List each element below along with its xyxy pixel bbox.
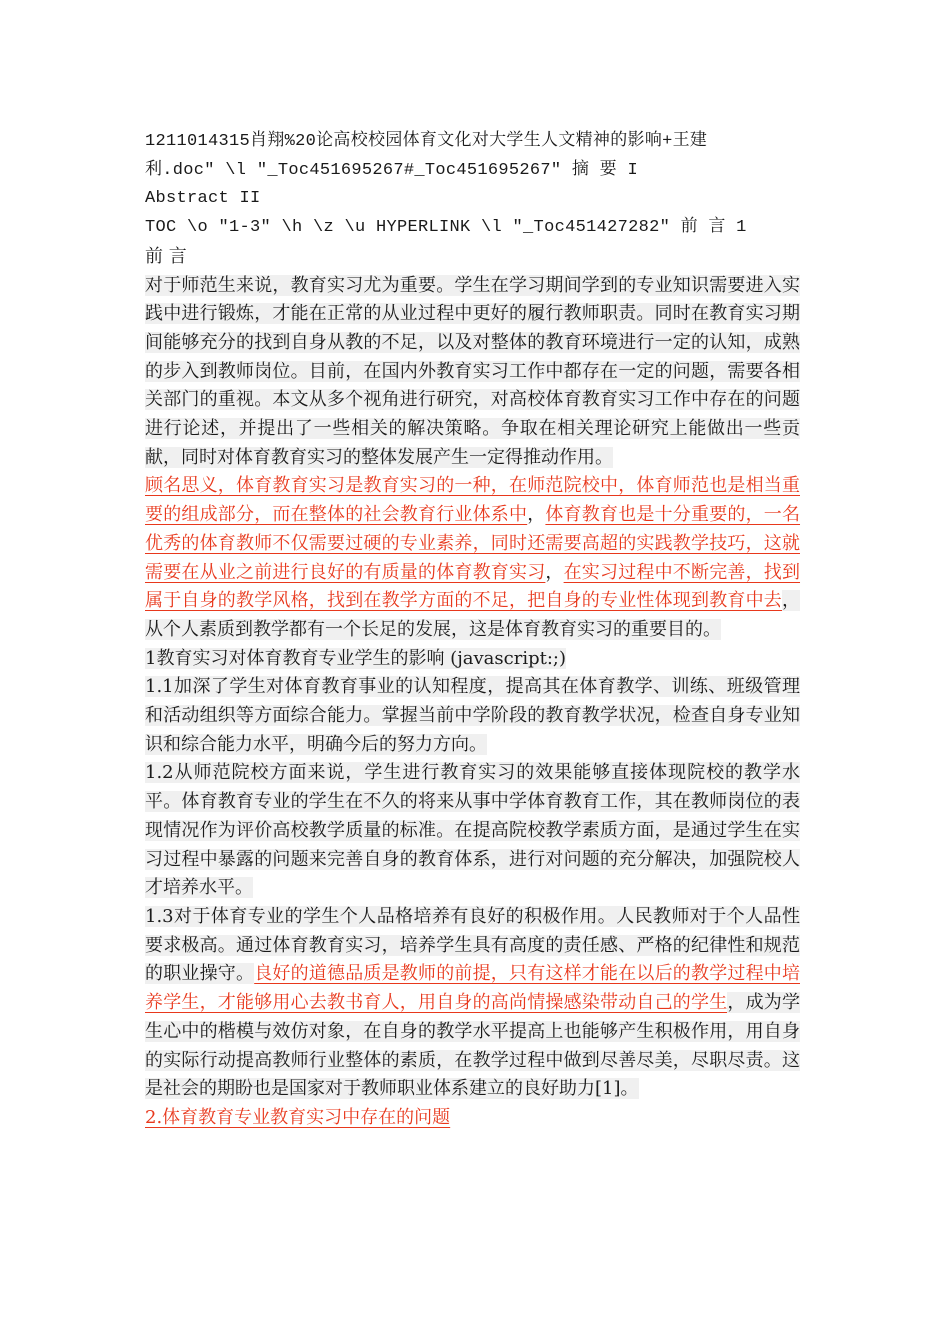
section-1-3-tail: ，成为学生心中的楷模与效仿对象，在自身的教学水平提高上也能够产生积极作用，用自身的实际行动提高教师行业整体的素质，在教学过程中做到尽善尽美，尽职尽责。这是社会的期盼也是国家对于教师职业体系建立的良好助力[1]。: [145, 992, 801, 1100]
preface-paragraph-text: 对于师范生来说，教育实习尤为重要。学生在学习期间学到的专业知识需要进入实践中进行锻炼，才能在正常的从业过程中更好的履行教师职责。同时在教育实习期间能够充分的找到自身从教的不足，以及对整体的教育环境进行一定的认知，成熟的步入到教师岗位。目前，在国内外教育实习工作中都存在一定的问题，需要各相关部门的重视。本文从多个视角进行研究，对高校体育教育实习工作中存在的问题进行论述，并提出了一些相关的解决策略。争取在相关理论研究上能做出一些贡献，同时对体育教育实习的整体发展产生一定得推动作用。: [145, 274, 800, 468]
purpose-paragraph: [145, 472, 800, 644]
separator-2: ，: [545, 561, 564, 583]
underlined-text-1: 顾名思义，体育教育实习是教育实习的一种，在师范院校中，体育师范也是相当重要的组成部分，而在整体的社会教育行业体系中: [145, 475, 800, 526]
separator-1: ，: [527, 504, 546, 526]
section-1-3-head: 1.3对于体育专业的学生个人品格培养有良好的积极作用。人民教师对于个人品性要求极高。通过体育教育实习，培养学生具有高度的责任感、严格的纪律性和规范的职业操守。: [145, 905, 800, 985]
section-1-2-paragraph: [145, 759, 800, 903]
section-1-1-paragraph: [145, 673, 800, 759]
section-1-2-text: 1.2从师范院校方面来说，学生进行教育实习的效果能够直接体现院校的教学水平。体育教育专业的学生在不久的将来从事中学体育教育工作，其在教师岗位的表现情况作为评价高校教学质量的标准。在提高院校教学素质方面，是通过学生在实习过程中暴露的问题来完善自身的教育体系，进行对问题的充分解决，加强院校人才培养水平。: [145, 762, 800, 899]
toc-line-2: 利.doc" \l "_Toc451695267#_Toc451695267" 摘 要 I: [145, 160, 638, 180]
section-2-heading-link[interactable]: 2.体育教育专业教育实习中存在的问题: [145, 1106, 451, 1128]
preface-paragraph: [145, 272, 800, 473]
toc-line-1: 1211014315肖翔%20论高校校园体育文化对大学生人文精神的影响+王建: [145, 132, 708, 151]
section-1-heading: [145, 645, 800, 674]
document-body: [145, 128, 800, 1133]
purpose-paragraph-tail: ，从个人素质到教学都有一个长足的发展，这是体育教育实习的重要目的。: [145, 590, 800, 640]
underlined-text-2: 体育教育也是十分重要的，一名优秀的体育教师不仅需要过硬的专业素养，同时还需要高超的实践教学技巧，这就需要在从业之前进行良好的有质量的体育教育实习: [145, 504, 801, 583]
toc-line-4: TOC \o "1-3" \h \z \u HYPERLINK \l "_Toc451427282" 前 言 1: [145, 218, 747, 238]
preface-heading: 前 言: [145, 245, 187, 267]
section-1-3-paragraph: [145, 903, 800, 1104]
section-2-heading[interactable]: [145, 1104, 800, 1133]
section-1-1-text: 1.1加深了学生对体育教育事业的认知程度，提高其在体育教学、训练、班级管理和活动组织等方面综合能力。掌握当前中学阶段的教育教学状况，检查自身专业知识和综合能力水平，明确今后的努力方向。: [145, 676, 800, 755]
underlined-text-3: 在实习过程中不断完善，找到属于自身的教学风格，找到在教学方面的不足，把自身的专业性体现到教育中去: [145, 561, 801, 612]
section-1-3-underlined: 良好的道德品质是教师的前提，只有这样才能在以后的教学过程中培养学生，才能够用心去教书育人，用自身的高尚情操感染带动自己的学生: [145, 963, 800, 1014]
section-1-heading-text: 1教育实习对体育教育专业学生的影响 (javascript:;): [145, 647, 566, 669]
toc-line-3: Abstract II: [145, 189, 261, 209]
